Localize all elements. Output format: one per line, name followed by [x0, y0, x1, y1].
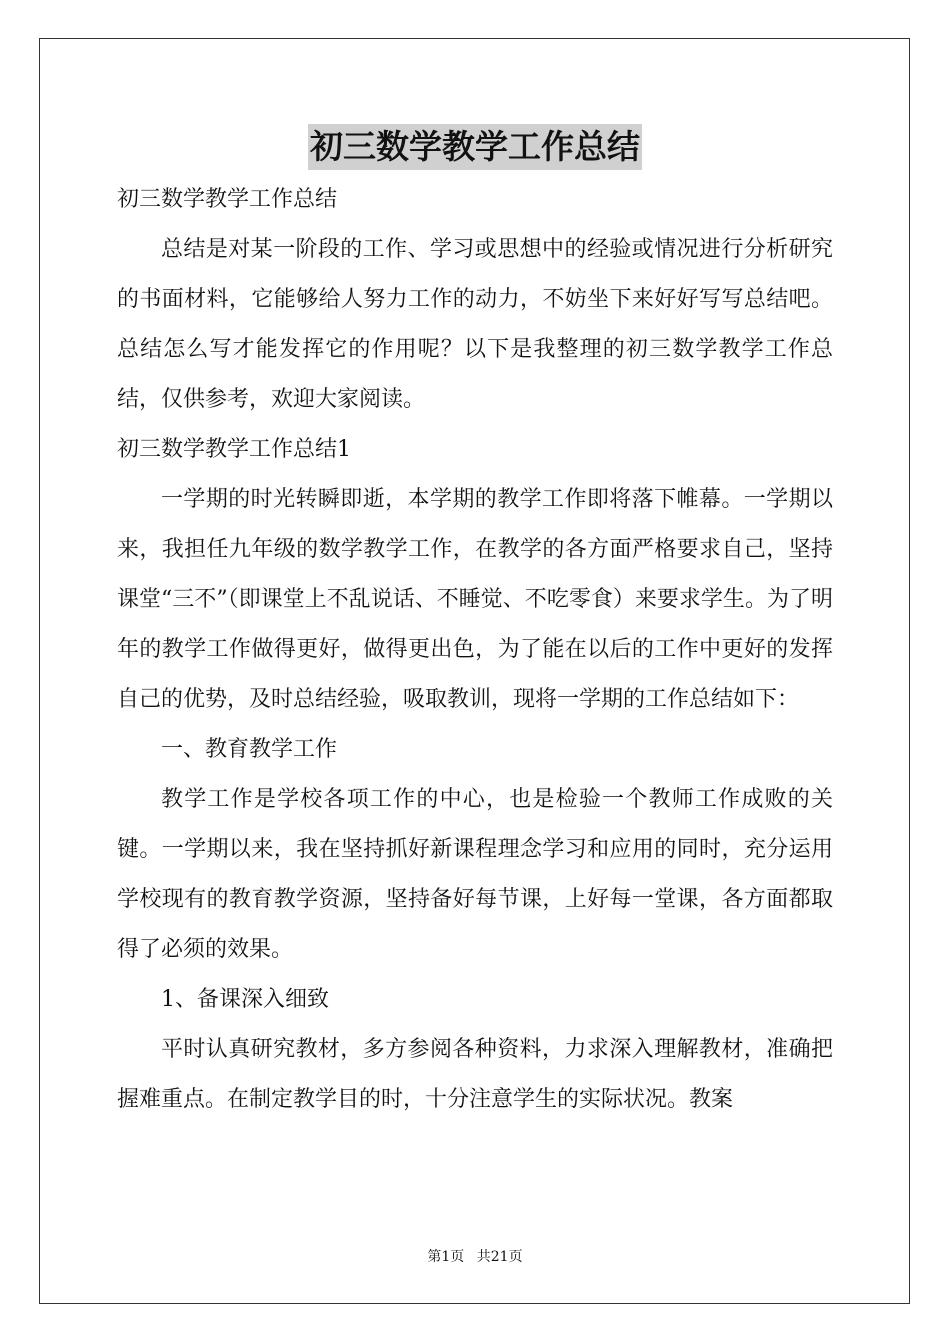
title-container [0, 124, 950, 170]
lesson-prep-paragraph: 平时认真研究教材，多方参阅各种资料，力求深入理解教材，准确把握难重点。在制定教学目的时，十分注意学生的实际状况。教案 [117, 1037, 833, 1112]
heading-lesson-prep: 1、备课深入细致 [161, 987, 329, 1012]
intro-paragraph: 总结是对某一阶段的工作、学习或思想中的经验或情况进行分析研究的书面材料，它能够给人努力工作的动力，不妨坐下来好好写写总结吧。总结怎么写才能发挥它的作用呢？以下是我整理的初三数学教学工作总结，仅供参考，欢迎大家阅读。 [117, 237, 833, 412]
page-number-current: 第1页 [427, 1249, 465, 1265]
section-1-paragraph: 一学期的时光转瞬即逝，本学期的教学工作即将落下帷幕。一学期以来，我担任九年级的数学教学工作，在教学的各方面严格要求自己，坚持课堂“三不”（即课堂上不乱说话、不睡觉、不吃零食）来要求学生。为了明年的教学工作做得更好，做得更出色，为了能在以后的工作中更好的发挥自己的优势，及时总结经验，吸取教训，现将一学期的工作总结如下： [117, 487, 833, 712]
education-work-paragraph: 教学工作是学校各项工作的中心，也是检验一个教师工作成败的关键。一学期以来，我在坚持抓好新课程理念学习和应用的同时，充分运用学校现有的教育教学资源，坚持备好每节课，上好每一堂课，各方面都取得了必须的效果。 [117, 787, 833, 962]
heading-education-work: 一、教育教学工作 [161, 737, 338, 762]
page-number-total: 共21页 [476, 1249, 523, 1265]
page-footer [0, 1246, 950, 1266]
document-body [117, 175, 833, 1125]
document-subtitle: 初三数学教学工作总结 [117, 187, 338, 212]
document-title: 初三数学教学工作总结 [308, 124, 642, 170]
section-1-title: 初三数学教学工作总结1 [117, 437, 351, 462]
